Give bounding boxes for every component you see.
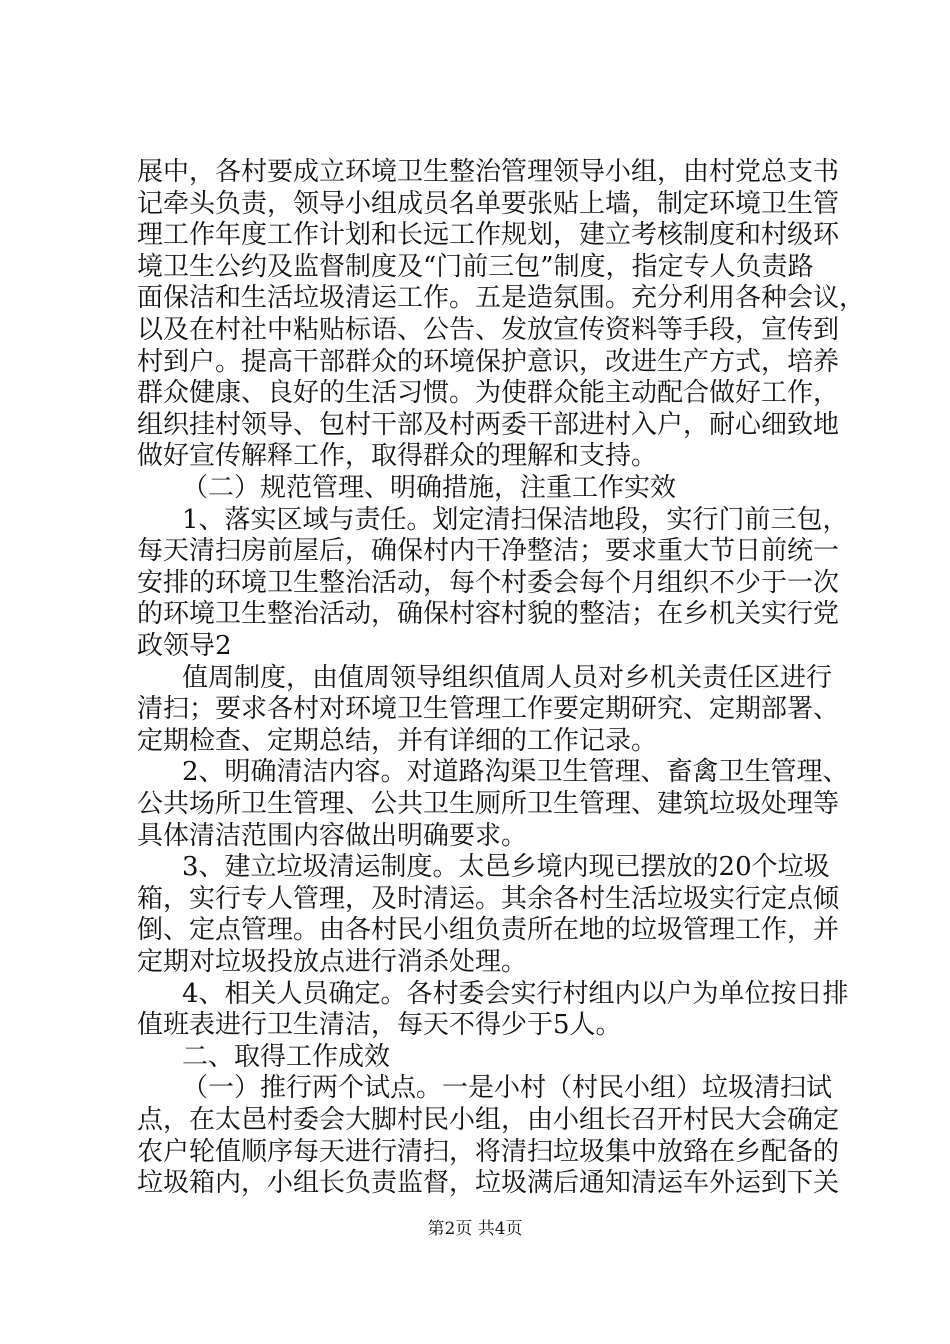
text-line: 倒、定点管理。由各村民小组负责所在地的垃圾管理工作，并 [137, 915, 840, 946]
text-line: 垃圾箱内，小组长负责监督，垃圾满后通知清运车外运到下关 [137, 1168, 840, 1199]
text-line: 公共场所卫生管理、公共卫生厕所卫生管理、建筑垃圾处理等 [137, 789, 840, 819]
text-line: 的环境卫生整治活动，确保村容村貌的整洁；在乡机关实行党 [137, 599, 840, 630]
text-line: 定期检查、定期总结，并有详细的工作记录。 [137, 725, 658, 756]
text-line: 村到户。提高干部群众的环境保护意识，改进生产方式，培养 [137, 346, 840, 377]
text-line: 1、落实区域与责任。划定清扫保洁地段，实行门前三包， [182, 504, 849, 535]
text-line: 箱，实行专人管理，及时清运。其余各村生活垃圾实行定点倾 [137, 883, 840, 914]
text-line: 安排的环境卫生整治活动，每个村委会每个月组织不少于一次 [137, 567, 840, 598]
text-line: （一）推行两个试点。一是小村（村民小组）垃圾清扫试 [182, 1073, 833, 1104]
text-line: 3、建立垃圾清运制度。太邑乡境内现已摆放的20个垃圾 [182, 852, 830, 883]
text-line: 清扫；要求各村对环境卫生管理工作要定期研究、定期部署、 [137, 694, 840, 725]
text-line: 定期对垃圾投放点进行消杀处理。 [137, 947, 528, 977]
page-footer: 第2页 共4页 [427, 1219, 523, 1239]
text-line: 4、相关人员确定。各村委会实行村组内以户为单位按日排 [182, 978, 849, 1009]
text-line: 群众健康、良好的生活习惯。为使群众能主动配合做好工作， [137, 378, 840, 409]
text-line: 具体清洁范围内容做出明确要求。 [137, 820, 528, 851]
section-heading: （二）规范管理、明确措施，注重工作实效 [182, 473, 677, 503]
text-line: 面保洁和生活垃圾清运工作。五是造氛围。充分利用各种会议， [137, 283, 866, 314]
text-line: 做好宣传解释工作，取得群众的理解和支持。 [137, 441, 658, 472]
text-line: 理工作年度工作计划和长远工作规划，建立考核制度和村级环 [137, 220, 840, 251]
text-line: 点，在太邑村委会大脚村民小组，由小组长召开村民大会确定 [137, 1105, 840, 1135]
text-line: 境卫生公约及监督制度及“门前三包”制度，指定专人负责路 [137, 251, 814, 282]
text-line: 展中，各村要成立环境卫生整治管理领导小组，由村党总支书 [137, 157, 840, 187]
text-line: 以及在村社中粘贴标语、公告、发放宣传资料等手段，宣传到 [137, 315, 840, 345]
text-line: 记牵头负责，领导小组成员名单要张贴上墙，制定环境卫生管 [137, 188, 840, 219]
text-line: 政领导2 [137, 631, 232, 661]
text-line: 值班表进行卫生清洁，每天不得少于5人。 [137, 1010, 622, 1041]
section-heading: 二、取得工作成效 [182, 1041, 391, 1072]
text-line: 农户轮值顺序每天进行清扫，将清扫垃圾集中放臵在乡配备的 [137, 1136, 840, 1167]
text-line: 组织挂村领导、包村干部及村两委干部进村入户，耐心细致地 [137, 409, 840, 440]
text-line: 2、明确清洁内容。对道路沟渠卫生管理、畜禽卫生管理、 [182, 757, 849, 788]
text-line: 每天清扫房前屋后，确保村内干净整洁；要求重大节日前统一 [137, 536, 840, 567]
text-line: 值周制度，由值周领导组织值周人员对乡机关责任区进行 [182, 662, 833, 693]
